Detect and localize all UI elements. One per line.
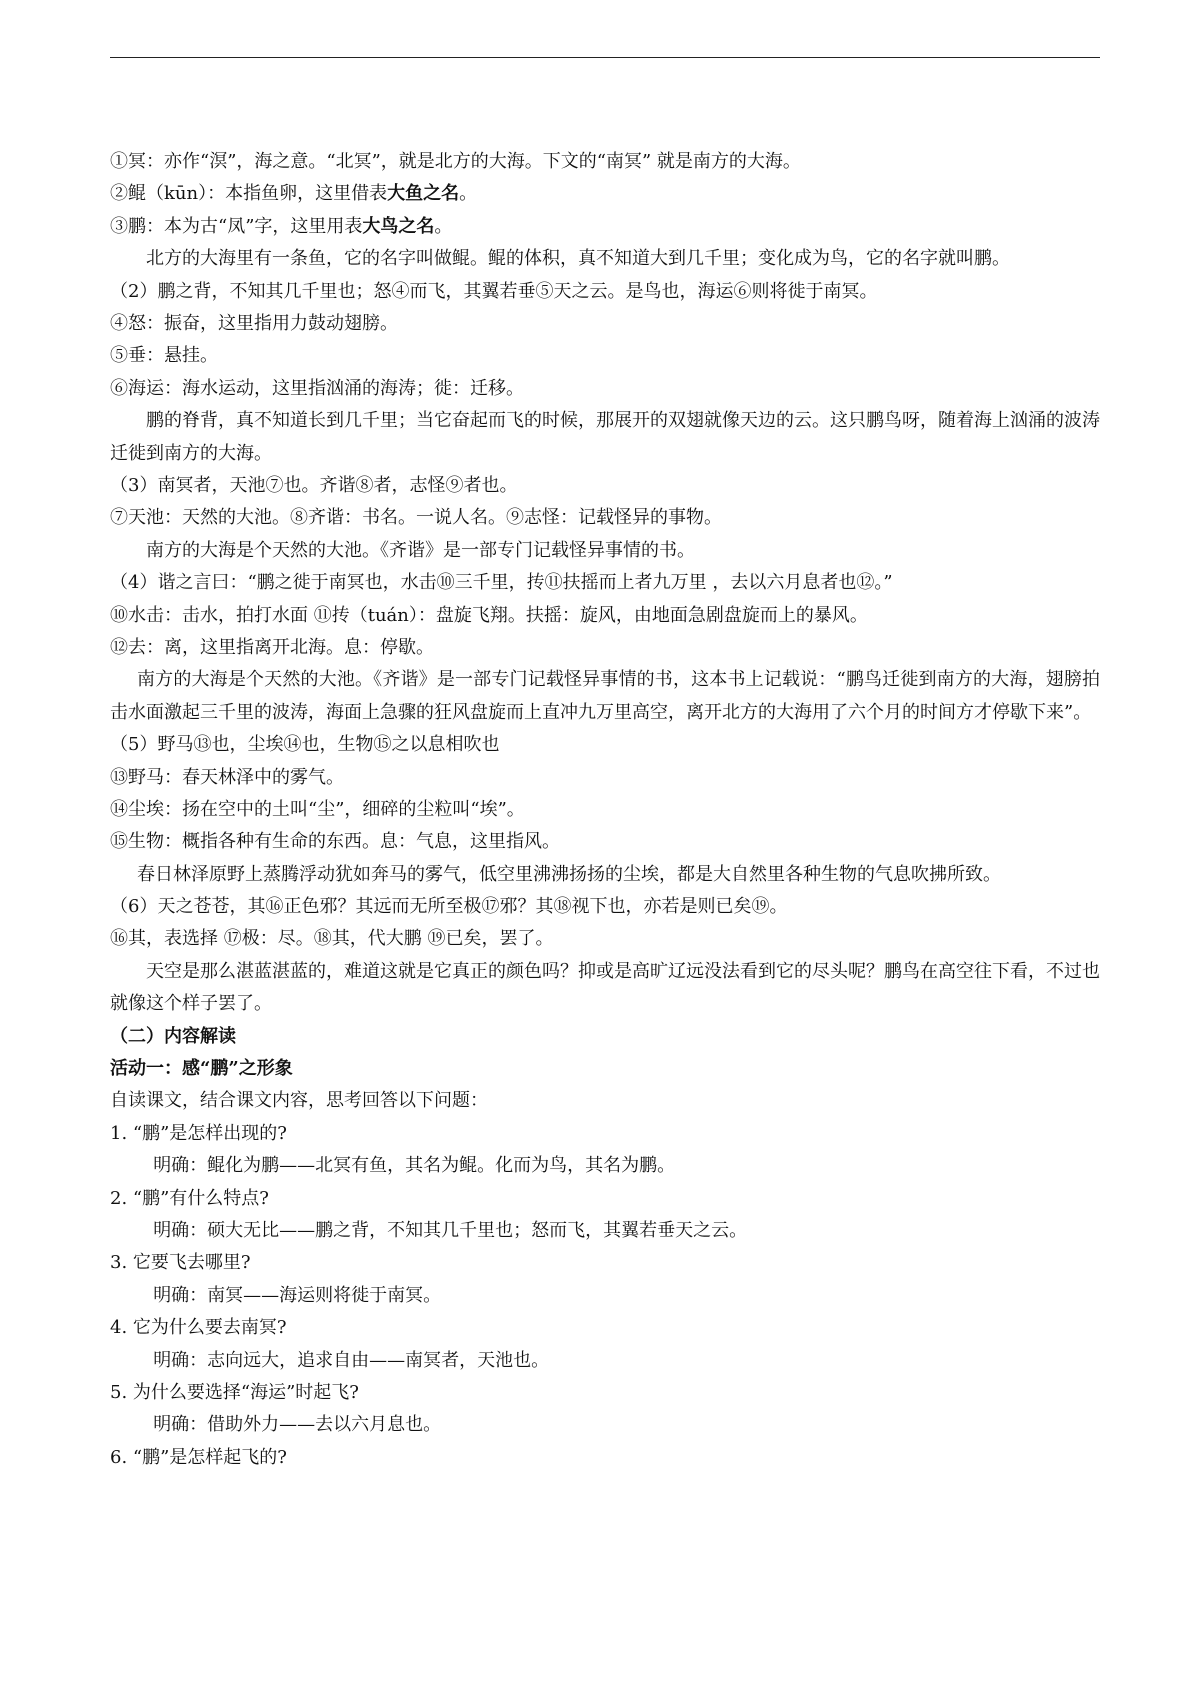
section-6-text: （6）天之苍苍，其⑯正色邪？其远而无所至极⑰邪？其⑱视下也，亦若是则已矣⑲。 — [110, 896, 788, 918]
translation-5: 春日林泽原野上蒸腾浮动犹如奔马的雾气，低空里沸沸扬扬的尘埃，都是大自然里各种生物的气息吹拂所致。 — [137, 863, 1001, 885]
notes-7-9: ⑦天池：天然的大池。⑧齐谐：书名。一说人名。⑨志怪：记载怪异的事物。 — [110, 507, 722, 529]
note-14: ⑭尘埃：扬在空中的土叫“尘”，细碎的尘粒叫“埃”。 — [110, 798, 525, 820]
note-5: ⑤垂：悬挂。 — [110, 345, 218, 367]
question-6: 6. “鹏”是怎样起飞的? — [110, 1446, 287, 1468]
note-4: ④怒：振奋，这里指用力鼓动翅膀。 — [110, 312, 398, 334]
notes-16-19: ⑯其，表选择 ⑰极：尽。⑱其，代大鹏 ⑲已矣，罢了。 — [110, 928, 554, 950]
analysis-heading: （二）内容解读 — [110, 1025, 236, 1047]
translation-6: 天空是那么湛蓝湛蓝的，难道这就是它真正的颜色吗？抑或是高旷辽远没法看到它的尽头呢？鹏鸟在高空往下看，不过也就像这个样子罢了。 — [110, 960, 1100, 1015]
note-13: ⑬野马：春天林泽中的雾气。 — [110, 766, 344, 788]
note-3: ③鹏：本为古“凤”字，这里用表大鸟之名。 — [110, 215, 453, 237]
document-body — [110, 146, 1100, 1474]
note-2-bold: 大鱼之名 — [387, 183, 460, 205]
answer-3: 明确：南冥——海运则将徙于南冥。 — [153, 1284, 442, 1306]
answer-5: 明确：借助外力——去以六月息也。 — [153, 1414, 442, 1436]
activity-heading: 活动一：感“鹏”之形象 — [110, 1058, 293, 1080]
note-1: ①冥：亦作“溟”，海之意。“北冥”，就是北方的大海。下文的“南冥” 就是南方的大海。 — [110, 151, 801, 172]
note-6: ⑥海运：海水运动，这里指汹涌的海涛；徙：迁移。 — [110, 377, 524, 399]
answer-2: 明确：硕大无比——鹏之背，不知其几千里也；怒而飞，其翼若垂天之云。 — [153, 1220, 748, 1242]
note-15: ⑮生物：概指各种有生命的东西。息：气息，这里指风。 — [110, 831, 560, 853]
translation-3: 南方的大海是个天然的大池。《齐谐》是一部专门记载怪异事情的书。 — [146, 539, 695, 561]
question-2: 2. “鹏”有什么特点? — [110, 1187, 269, 1209]
note-2: ②鲲（kūn）：本指鱼卵，这里借表大鱼之名。 — [110, 183, 478, 205]
question-1: 1. “鹏”是怎样出现的? — [110, 1122, 287, 1144]
question-3: 3. 它要飞去哪里? — [110, 1252, 251, 1274]
section-3-text: （3）南冥者，天池⑦也。齐谐⑧者，志怪⑨者也。 — [110, 474, 518, 496]
question-5: 5. 为什么要选择“海运”时起飞? — [110, 1381, 359, 1403]
note-12: ⑫去：离，这里指离开北海。息：停歇。 — [110, 636, 434, 658]
header-rule — [110, 57, 1100, 58]
section-5-text: （5）野马⑬也，尘埃⑭也，生物⑮之以息相吹也 — [110, 734, 500, 756]
section-2-text: （2）鹏之背，不知其几千里也；怒④而飞，其翼若垂⑤天之云。是鸟也，海运⑥则将徙于南冥。 — [110, 280, 878, 302]
question-4: 4. 它为什么要去南冥? — [110, 1317, 287, 1339]
answer-1: 明确：鲲化为鹏——北冥有鱼，其名为鲲。化而为鸟，其名为鹏。 — [153, 1155, 676, 1177]
translation-2: 鹏的脊背，真不知道长到几千里；当它奋起而飞的时候，那展开的双翅就像天边的云。这只鹏鸟呀，随着海上汹涌的波涛迁徙到南方的大海。 — [110, 410, 1100, 464]
translation-4: 南方的大海是个天然的大池。《齐谐》是一部专门记载怪异事情的书，这本书上记载说：“鹏鸟迁徙到南方的大海，翅膀拍击水面激起三千里的波涛，海面上急骤的狂风盘旋而上直冲九万里高空，离开北方的大海用了六个月的时间方才停歇下来”。 — [110, 669, 1100, 723]
notes-10-11: ⑩水击：击水，拍打水面 ⑪抟（tuán）：盘旋飞翔。扶摇：旋风，由地面急剧盘旋而上的暴风。 — [110, 604, 868, 626]
translation-1: 北方的大海里有一条鱼，它的名字叫做鲲。鲲的体积，真不知道大到几千里；变化成为鸟，它的名字就叫鹏。 — [146, 248, 1010, 270]
answer-4: 明确：志向远大，追求自由——南冥者，天池也。 — [153, 1349, 550, 1371]
note-3-bold: 大鸟之名 — [362, 215, 435, 237]
section-4-text: （4）谐之言曰：“鹏之徙于南冥也，水击⑩三千里，抟⑪扶摇而上者九万里 ，去以六月息者也⑫。” — [110, 572, 893, 594]
analysis-intro: 自读课文，结合课文内容，思考回答以下问题： — [110, 1090, 488, 1112]
